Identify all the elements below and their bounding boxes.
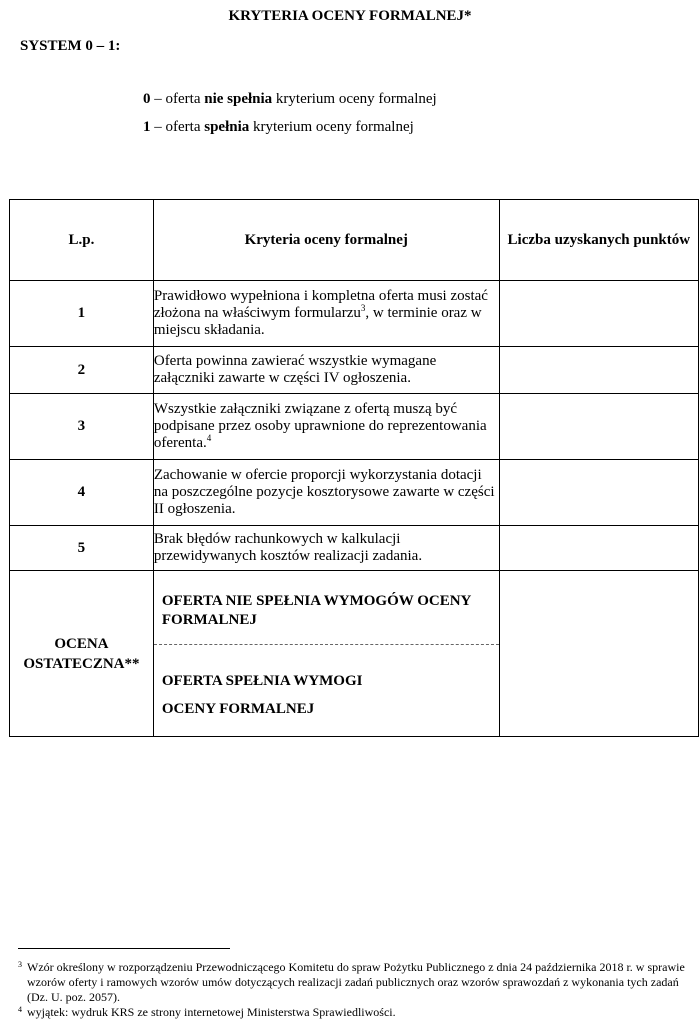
criterion-text	[153, 526, 499, 571]
footnote-ref: 4	[206, 433, 212, 443]
row-number: 4	[10, 460, 154, 526]
criterion-text	[153, 347, 499, 394]
footnote-ref: 3	[360, 303, 366, 313]
option-not-meets[interactable]: OFERTA NIE SPEŁNIA WYMOGÓW OCENY FORMALNEJ	[154, 585, 499, 645]
criterion-text	[153, 460, 499, 526]
points-cell[interactable]	[499, 347, 698, 394]
row-number: 5	[10, 526, 154, 571]
legend-text-post: kryterium oceny formalnej	[272, 91, 437, 107]
footnote-separator	[18, 948, 230, 949]
footnote-text: Wzór określony w rozporządzeniu Przewodniczącego Komitetu do spraw Pożytku Publicznego z dnia 24 października 2018 r. w sprawie wzorów oferty i ramowych wzorów umów dotyczących realizacji zadań publicznych oraz wzorów sprawozdań z wykonania tych zadań (Dz. U. poz. 2057).	[27, 960, 685, 1004]
criterion-text-main: Brak błędów rachunkowych w kalkulacji przewidywanych kosztów realizacji zadania.	[153, 531, 423, 564]
row-number: 2	[10, 347, 154, 394]
page-title: KRYTERIA OCENY FORMALNEJ*	[228, 8, 472, 24]
table-header-row	[10, 200, 699, 281]
points-cell[interactable]	[499, 281, 698, 347]
criterion-text-main: Prawidłowo wypełniona i kompletna oferta musi zostać złożona na właściwym formularzu	[153, 288, 488, 321]
legend-text-bold: nie spełnia	[204, 91, 273, 107]
points-cell[interactable]	[499, 571, 698, 737]
final-label-line-2: OSTATECZNA**	[23, 655, 140, 672]
points-cell[interactable]	[499, 394, 698, 460]
table-row	[10, 394, 699, 460]
criterion-text-main: Oferta powinna zawierać wszystkie wymagane załączniki zawarte w części IV ogłoszenia.	[153, 353, 437, 386]
header-lp: L.p.	[10, 200, 154, 281]
footnote-4	[18, 1005, 692, 1020]
row-number: 1	[10, 281, 154, 347]
criteria-table	[9, 199, 699, 737]
final-assessment-row	[10, 571, 699, 737]
table-row	[10, 281, 699, 347]
final-options-cell	[153, 571, 499, 737]
legend-text-post: kryterium oceny formalnej	[249, 119, 414, 135]
criterion-text-main: Zachowanie w ofercie proporcji wykorzystania dotacji na poszczególne pozycje kosztorysowe zawarte w części II ogłoszenia.	[153, 467, 495, 517]
criterion-text-main: Wszystkie załączniki związane z ofertą muszą być podpisane przez osoby uprawnione do reprezentowania oferenta.	[153, 401, 487, 451]
footnote-mark: 3	[18, 960, 22, 969]
legend-text-bold: spełnia	[204, 119, 250, 135]
legend-item-1	[143, 119, 414, 136]
option-meets-line-1: OFERTA SPEŁNIA WYMOGI	[161, 672, 363, 689]
scoring-system-heading: SYSTEM 0 – 1:	[20, 38, 121, 54]
table-row	[10, 347, 699, 394]
footnote-mark: 4	[18, 1005, 22, 1014]
legend-code: 1	[143, 119, 151, 135]
legend-code: 0	[143, 91, 151, 107]
header-criteria: Kryteria oceny formalnej	[153, 200, 499, 281]
points-cell[interactable]	[499, 460, 698, 526]
option-meets-line-2: OCENY FORMALNEJ	[161, 700, 315, 717]
table-row	[10, 460, 699, 526]
final-label-line-1: OCENA	[54, 635, 109, 652]
criterion-text	[153, 281, 499, 347]
criterion-text	[153, 394, 499, 460]
final-assessment-label	[10, 571, 154, 737]
header-points: Liczba uzyskanych punktów	[499, 200, 698, 281]
criterion-text-rest: , w terminie oraz w miejscu składania.	[153, 305, 482, 338]
points-cell[interactable]	[499, 526, 698, 571]
row-number: 3	[10, 394, 154, 460]
table-row	[10, 526, 699, 571]
footnote-3	[18, 960, 692, 1005]
footnotes	[18, 960, 692, 1020]
legend-item-0	[143, 91, 437, 108]
legend-text-pre: – oferta	[150, 119, 205, 135]
option-meets[interactable]	[154, 645, 499, 723]
legend-text-pre: – oferta	[150, 91, 205, 107]
footnote-text: wyjątek: wydruk KRS ze strony internetowej Ministerstwa Sprawiedliwości.	[27, 1005, 396, 1019]
